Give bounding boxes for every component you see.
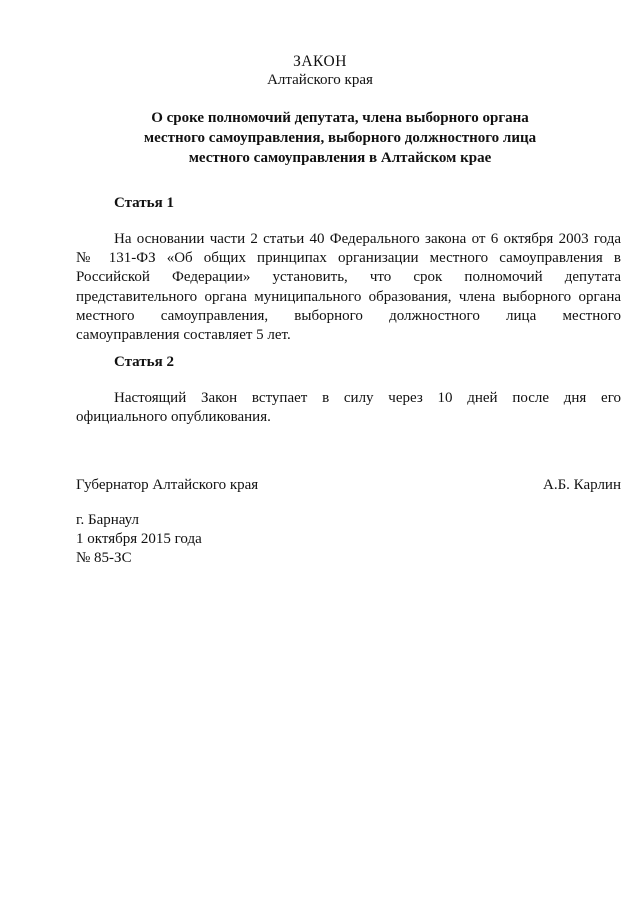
- paragraph-line: самоуправления составляет 5 лет.: [76, 327, 291, 344]
- article-2-heading: Статья 2: [114, 354, 174, 370]
- law-number: № 85-ЗС: [76, 550, 132, 566]
- paragraph-line: Настоящий Закон вступает в силу через 10 дней после дня его: [114, 390, 621, 406]
- paragraph-line: № 131-ФЗ «Об общих принципах организации местного самоуправления в: [76, 250, 621, 267]
- law-region: Алтайского края: [267, 72, 373, 88]
- paragraph-line: местного самоуправления, выборного должностного лица местного: [76, 307, 621, 324]
- issue-date: 1 октября 2015 года: [76, 531, 202, 547]
- paragraph-line: официального опубликования.: [76, 409, 271, 426]
- subject-line: местного самоуправления в Алтайском крае: [188, 150, 492, 166]
- signatory-name: А.Б. Карлин: [542, 477, 621, 493]
- document-footer: [76, 511, 202, 568]
- paragraph-line: На основании части 2 статьи 40 Федерального закона от 6 октября 2003 года: [114, 231, 621, 247]
- paragraph-line: Российской Федерации» установить, что срок полномочий депутата: [76, 269, 621, 286]
- subject-line: местного самоуправления, выборного должностного лица: [143, 130, 537, 146]
- article-1-text: [76, 230, 621, 345]
- subject-line: О сроке полномочий депутата, члена выборного органа: [151, 110, 529, 126]
- paragraph-line: представительного органа муниципального образования, члена выборного органа: [76, 288, 621, 305]
- article-1-heading: Статья 1: [114, 195, 174, 211]
- issue-city: г. Барнаул: [76, 512, 139, 528]
- law-subject: [70, 108, 610, 168]
- law-title: ЗАКОН: [293, 53, 347, 70]
- signatory-title: Губернатор Алтайского края: [76, 477, 259, 493]
- article-2-text: [76, 389, 621, 427]
